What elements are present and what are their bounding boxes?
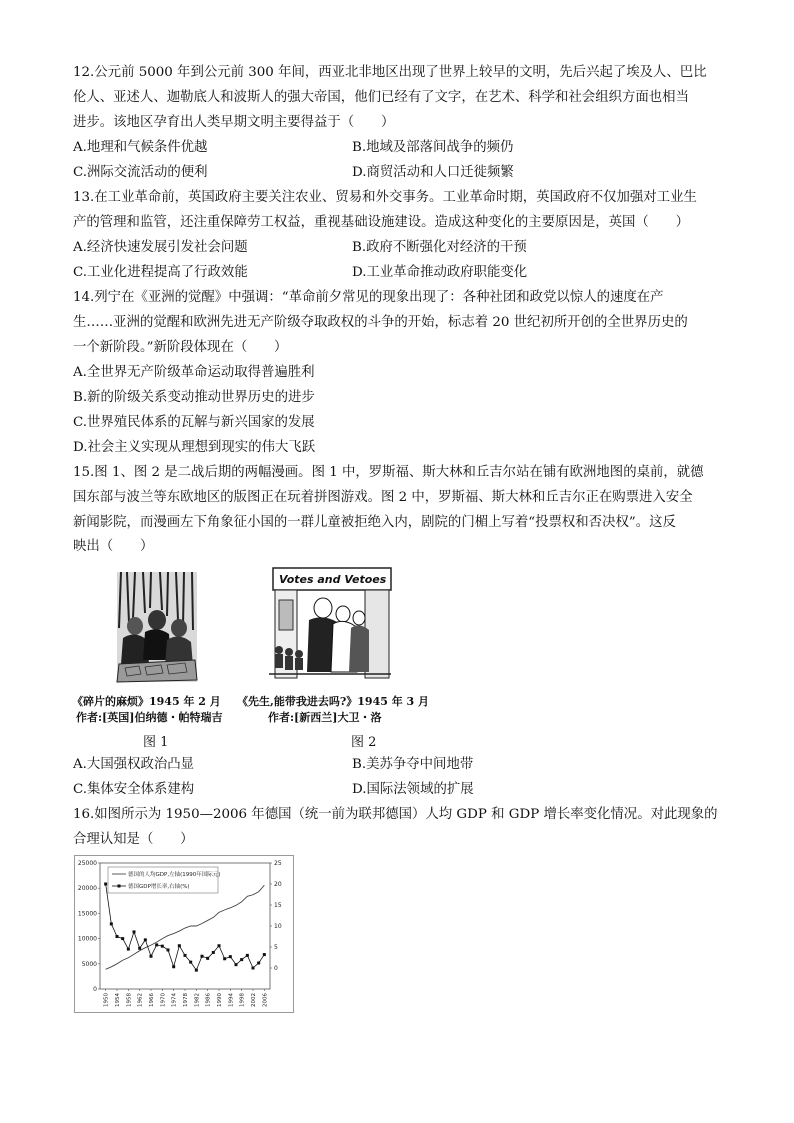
x-tick-label: 1950: [103, 993, 110, 1007]
y-right-tick-label: 15: [274, 902, 282, 909]
q12-stem-line-3: 进步。该地区孕育出人类早期文明主要得益于（ ）: [73, 115, 395, 130]
data-point-gdp-growth: [144, 938, 147, 941]
q12-option-b: B.地域及部落间战争的频仍: [352, 140, 514, 155]
q15-option-b: B.美苏争夺中间地带: [352, 757, 474, 772]
q13-option-d: D.工业革命推动政府职能变化: [352, 265, 528, 280]
figure-2-caption-author: 作者:[新西兰]大卫・洛: [268, 711, 382, 724]
data-point-gdp-growth: [240, 958, 243, 961]
q13-option-c: C.工业化进程提高了行政效能: [73, 265, 248, 280]
legend-marker-growth: [118, 885, 121, 888]
data-point-gdp-growth: [133, 930, 136, 933]
x-tick-label: 2002: [251, 993, 257, 1007]
q15-stem-line-4: 映出（ ）: [73, 539, 154, 554]
data-point-gdp-growth: [206, 957, 209, 960]
q15-option-c: C.集体安全体系建构: [73, 782, 195, 797]
data-point-gdp-growth: [263, 953, 266, 956]
figure-1-cartoon: [105, 568, 205, 688]
y-left-tick-label: 0: [93, 986, 97, 993]
q13-stem-line-1: 13.在工业革命前，英国政府主要关注农业、贸易和外交事务。工业革命时期，英国政府不仅加强对工业生: [73, 190, 697, 205]
data-point-gdp-growth: [252, 967, 255, 970]
data-point-gdp-growth: [155, 943, 158, 946]
legend-label-growth: 德国GDP增长率,右轴(%): [128, 884, 190, 890]
q13-option-a: A.经济快速发展引发社会问题: [73, 240, 248, 255]
q14-option-b: B.新的阶级关系变动推动世界历史的进步: [73, 390, 315, 405]
x-tick-label: 1978: [183, 993, 189, 1007]
x-tick-label: 1990: [217, 993, 223, 1007]
y-left-tick-label: 25000: [77, 860, 97, 867]
data-point-gdp-growth: [189, 961, 192, 964]
q14-stem-line-2: 生……亚洲的觉醒和欧洲先进无产阶级夺取政权的斗争的开始，标志着 20 世纪初所开创的全世界历史的: [73, 315, 688, 330]
figure-2-caption-title: 《先生,能带我进去吗?》1945 年 3 月: [237, 695, 430, 708]
y-right-tick-label: 5: [274, 944, 278, 951]
data-point-gdp-growth: [127, 948, 130, 951]
q12-option-d: D.商贸活动和人口迁徙频繁: [352, 165, 514, 180]
x-tick-label: 1982: [194, 993, 201, 1007]
x-tick-label: 1986: [205, 993, 212, 1007]
data-point-gdp-growth: [201, 955, 204, 958]
q13-option-b: B.政府不断强化对经济的干预: [352, 240, 527, 255]
y-left-tick-label: 20000: [77, 885, 97, 893]
data-point-gdp-growth: [257, 961, 260, 964]
q14-option-c: C.世界殖民体系的瓦解与新兴国家的发展: [73, 415, 315, 430]
data-point-gdp-growth: [218, 944, 221, 947]
data-point-gdp-growth: [223, 957, 226, 960]
data-point-gdp-growth: [172, 965, 175, 968]
figure-1-label: 图 1: [143, 735, 169, 750]
y-right-tick-label: 20: [274, 881, 282, 888]
figure-2-label: 图 2: [351, 735, 377, 750]
q12-stem-line-1: 12.公元前 5000 年到公元前 300 年间，西亚北非地区出现了世界上较早的文明，先后兴起了埃及人、巴比: [73, 65, 707, 80]
data-point-gdp-growth: [212, 951, 215, 954]
data-point-gdp-growth: [235, 963, 238, 966]
q14-stem-line-1: 14.列宁在《亚洲的觉醒》中强调：“革命前夕常见的现象出现了：各种社团和政党以惊人的速度在产: [73, 290, 664, 305]
x-tick-label: 1966: [149, 993, 155, 1007]
legend-label-gdp: 德国的人均GDP,左轴(1990年国际元): [128, 872, 221, 878]
q12-option-a: A.地理和气候条件优越: [73, 140, 208, 155]
data-point-gdp-growth: [167, 948, 170, 951]
q15-stem-line-2: 国东部与波兰等东欧地区的版图正在玩着拼图游戏。图 2 中，罗斯福、斯大林和丘吉尔正在购票进入安全: [73, 490, 693, 505]
q16-stem-line-1: 16.如图所示为 1950—2006 年德国（统一前为联邦德国）人均 GDP 和 GDP 增长率变化情况。对此现象的: [73, 807, 718, 822]
q15-stem-line-3: 新闻影院，而漫画左下角象征小国的一群儿童被拒绝入内，剧院的门楣上写着“投票权和否决权”。这反: [73, 515, 676, 530]
q14-option-a: A.全世界无产阶级革命运动取得普遍胜利: [73, 365, 315, 380]
y-right-tick-label: 0: [274, 965, 278, 972]
figure-1-caption-author: 作者:[英国]伯纳德・帕特瑞吉: [76, 711, 223, 724]
data-point-gdp-growth: [121, 937, 124, 940]
q15-stem-line-1: 15.图 1、图 2 是二战后期的两幅漫画。图 1 中，罗斯福、斯大林和丘吉尔站在铺有欧洲地图的桌前，就德: [73, 465, 704, 480]
x-tick-label: 1970: [160, 993, 167, 1007]
x-tick-label: 1994: [228, 993, 235, 1007]
data-point-gdp-growth: [138, 947, 141, 950]
q13-stem-line-2: 产的管理和监管，还注重保障劳工权益，重视基础设施建设。造成这种变化的主要原因是，英国（ ）: [73, 215, 689, 230]
data-point-gdp-growth: [150, 955, 153, 958]
data-point-gdp-growth: [161, 945, 164, 948]
figure-2-sign-text: Votes and Vetoes: [279, 573, 387, 586]
q14-stem-line-3: 一个新阶段。”新阶段体现在（ ）: [73, 340, 288, 355]
x-tick-label: 1962: [137, 993, 144, 1007]
data-point-gdp-growth: [229, 955, 232, 958]
y-right-tick-label: 10: [274, 923, 282, 930]
y-right-tick-label: 25: [274, 860, 282, 867]
figure-2-cartoon: [265, 560, 395, 688]
y-left-tick-label: 10000: [77, 935, 97, 943]
chart-legend: [108, 867, 220, 893]
data-point-gdp-growth: [184, 954, 187, 957]
y-left-tick-label: 15000: [77, 910, 97, 918]
x-tick-label: 1974: [171, 993, 178, 1007]
gdp-chart: [74, 855, 294, 1013]
x-tick-label: 1998: [239, 993, 246, 1007]
data-point-gdp-growth: [116, 935, 119, 938]
q15-option-d: D.国际法领域的扩展: [352, 782, 474, 797]
q16-stem-line-2: 合理认知是（ ）: [73, 832, 194, 847]
q12-option-c: C.洲际交流活动的便利: [73, 165, 208, 180]
data-point-gdp-growth: [195, 969, 198, 972]
data-point-gdp-growth: [110, 922, 113, 925]
x-tick-label: 2006: [262, 993, 269, 1007]
x-tick-label: 1958: [126, 993, 133, 1007]
figure-1-caption-title: 《碎片的麻烦》1945 年 2 月: [72, 695, 221, 708]
y-left-tick-label: 5000: [81, 960, 97, 968]
q12-stem-line-2: 伦人、亚述人、迦勒底人和波斯人的强大帝国，他们已经有了文字，在艺术、科学和社会组织方面也相当: [73, 90, 689, 105]
data-point-gdp-growth: [246, 954, 249, 957]
q14-option-d: D.社会主义实现从理想到现实的伟大飞跃: [73, 440, 316, 455]
q15-option-a: A.大国强权政治凸显: [73, 757, 195, 772]
x-tick-label: 1954: [115, 993, 121, 1007]
data-point-gdp-growth: [178, 944, 181, 947]
data-point-gdp-growth: [104, 883, 107, 886]
